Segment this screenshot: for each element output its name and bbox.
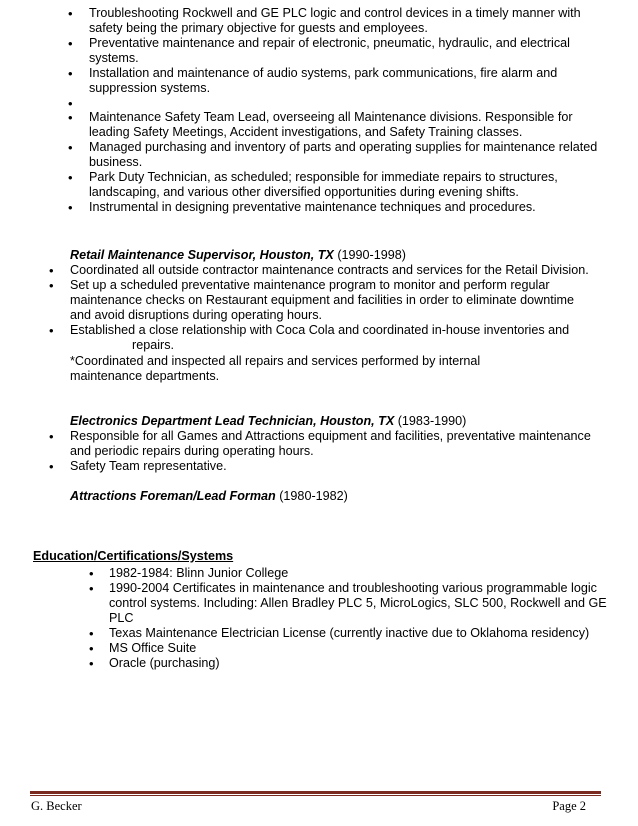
- job-title: Attractions Foreman/Lead Forman: [70, 489, 276, 503]
- job-title: Retail Maintenance Supervisor, Houston, TX: [70, 248, 334, 262]
- job-dates: (1990-1998): [337, 248, 406, 262]
- job-note: *Coordinated and inspected all repairs and services performed by internal maintenance departments.: [70, 354, 481, 383]
- list-item: • Preventative maintenance and repair of electronic, pneumatic, hydraulic, and electrical systems.: [89, 36, 609, 66]
- list-item: • Park Duty Technician, as scheduled; responsible for immediate repairs to structures, landscaping, and various other diversified opportunities during evening shifts.: [89, 170, 609, 200]
- duties-list: [89, 6, 609, 215]
- list-item: • MS Office Suite: [109, 641, 624, 656]
- job-attractions: [70, 489, 348, 504]
- footer-divider-thin: [30, 795, 601, 796]
- list-item: • Coordinated all outside contractor maintenance contracts and services for the Retail Division.: [70, 263, 592, 278]
- job-heading: [70, 248, 592, 263]
- job-retail: [70, 248, 592, 353]
- list-item-text: Established a close relationship with Coca Cola and coordinated in-house inventories and: [70, 323, 570, 337]
- job-dates: (1983-1990): [397, 414, 467, 428]
- job-dates: (1980-1982): [279, 489, 348, 503]
- job-heading: [70, 414, 592, 429]
- job-duties-list: [70, 429, 592, 474]
- list-item: • Managed purchasing and inventory of parts and operating supplies for maintenance related business.: [89, 140, 609, 170]
- list-item: • Texas Maintenance Electrician License (currently inactive due to Oklahoma residency): [109, 626, 624, 641]
- job-duties-list: [70, 263, 592, 353]
- footer-author: G. Becker: [31, 799, 82, 813]
- list-item: • Maintenance Safety Team Lead, overseeing all Maintenance divisions. Responsible for leading Safety Meetings, Accident investigations, and Safety Training classes.: [89, 110, 609, 140]
- section-heading: Education/Certifications/Systems: [33, 549, 234, 563]
- list-item-continuation: repairs.: [132, 338, 174, 352]
- list-item: [70, 323, 592, 353]
- footer-divider: [30, 791, 601, 794]
- list-item: • Installation and maintenance of audio systems, park communications, fire alarm and suppression systems.: [89, 66, 609, 96]
- list-item: • Oracle (purchasing): [109, 656, 624, 671]
- list-item: • Instrumental in designing preventative maintenance techniques and procedures.: [89, 200, 609, 215]
- list-spacer: [89, 96, 609, 110]
- list-item: • 1990-2004 Certificates in maintenance and troubleshooting various programmable logic control systems. Including: Allen Bradley PLC 5, MicroLogics, SLC 500, Rockwell and GE PLC: [109, 581, 624, 626]
- list-item: • Troubleshooting Rockwell and GE PLC logic and control devices in a timely manner with safety being the primary objective for guests and employees.: [89, 6, 609, 36]
- list-item: • 1982-1984: Blinn Junior College: [109, 566, 624, 581]
- list-item: • Set up a scheduled preventative maintenance program to monitor and perform regular maintenance checks on Restaurant equipment and facilities in order to eliminate downtime and avoid disruptions during operating hours.: [70, 278, 592, 323]
- job-title: Electronics Department Lead Technician, Houston, TX: [70, 414, 395, 428]
- list-item: • Responsible for all Games and Attractions equipment and facilities, preventative maintenance and periodic repairs during operating hours.: [70, 429, 592, 459]
- education-list: [109, 566, 624, 671]
- job-electronics: [70, 414, 592, 474]
- list-item: • Safety Team representative.: [70, 459, 592, 474]
- footer-page-number: Page 2: [552, 799, 586, 813]
